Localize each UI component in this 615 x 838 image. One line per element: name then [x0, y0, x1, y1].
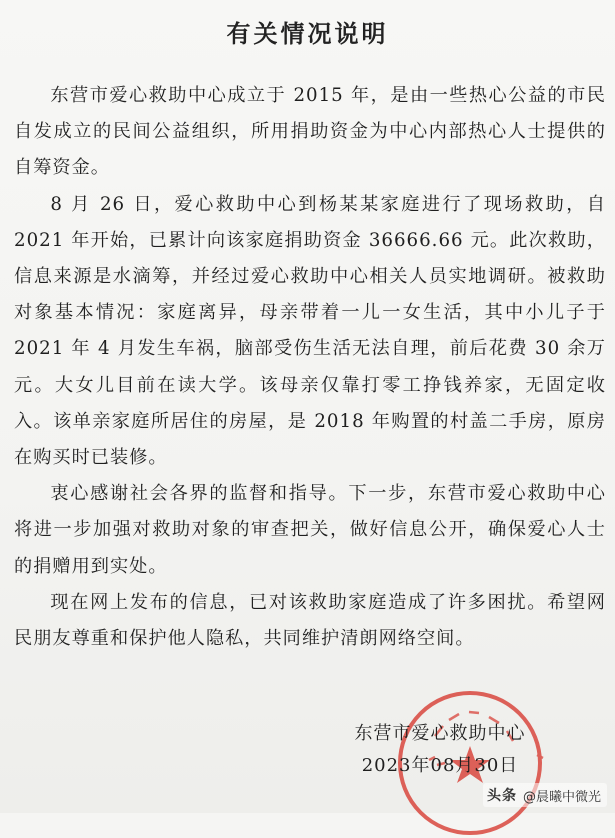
paragraph-thanks: 衷心感谢社会各界的监督和指导。下一步，东营市爱心救助中心将进一步加强对救助对象的审查把关，做好信息公开，确保爱心人士的捐赠用到实处。 [14, 483, 606, 577]
document-title: 有关情况说明 [226, 20, 389, 48]
watermark-brand: 头条 [486, 788, 517, 804]
watermark-handle: @晨曦中微光 [522, 789, 601, 805]
paragraph-privacy-appeal: 现在网上发布的信息，已对该救助家庭造成了许多困扰。希望网民朋友尊重和保护他人隐私，共同维护清朗网络空间。 [14, 591, 606, 650]
paragraph-rescue-details: 8 月 26 日，爱心救助中心到杨某某家庭进行了现场救助，自 2021 年开始，已累计向该家庭捐助资金 36666.66 元。此次救助，信息来源是水滴筹，并经过爱心救助中心相关人员实地调研。被救助对象基本情况：家庭离异，母亲带着一儿一女生活，其中小儿子于 2021 年 4 月发生车祸，脑部受伤生活无法自理，前后花费 30 余万元。大女儿目前在读大学。该母亲仅靠打零工挣钱养家，无固定收入。该单亲家庭所居住的房屋，是 2018 年购置的村盖二手房，原房在购买时已装修。 [14, 193, 606, 469]
document-body [14, 78, 606, 657]
paragraph-intro: 东营市爱心救助中心成立于 2015 年，是由一些热心公益的市民自发成立的民间公益组织，所用捐助资金为中心内部热心人士提供的自筹资金。 [14, 85, 606, 179]
toutiao-watermark [483, 783, 607, 807]
signature-block [330, 718, 550, 782]
signature-organization: 东营市爱心救助中心 [354, 723, 526, 744]
signature-date: 2023年08月30日 [361, 755, 519, 776]
